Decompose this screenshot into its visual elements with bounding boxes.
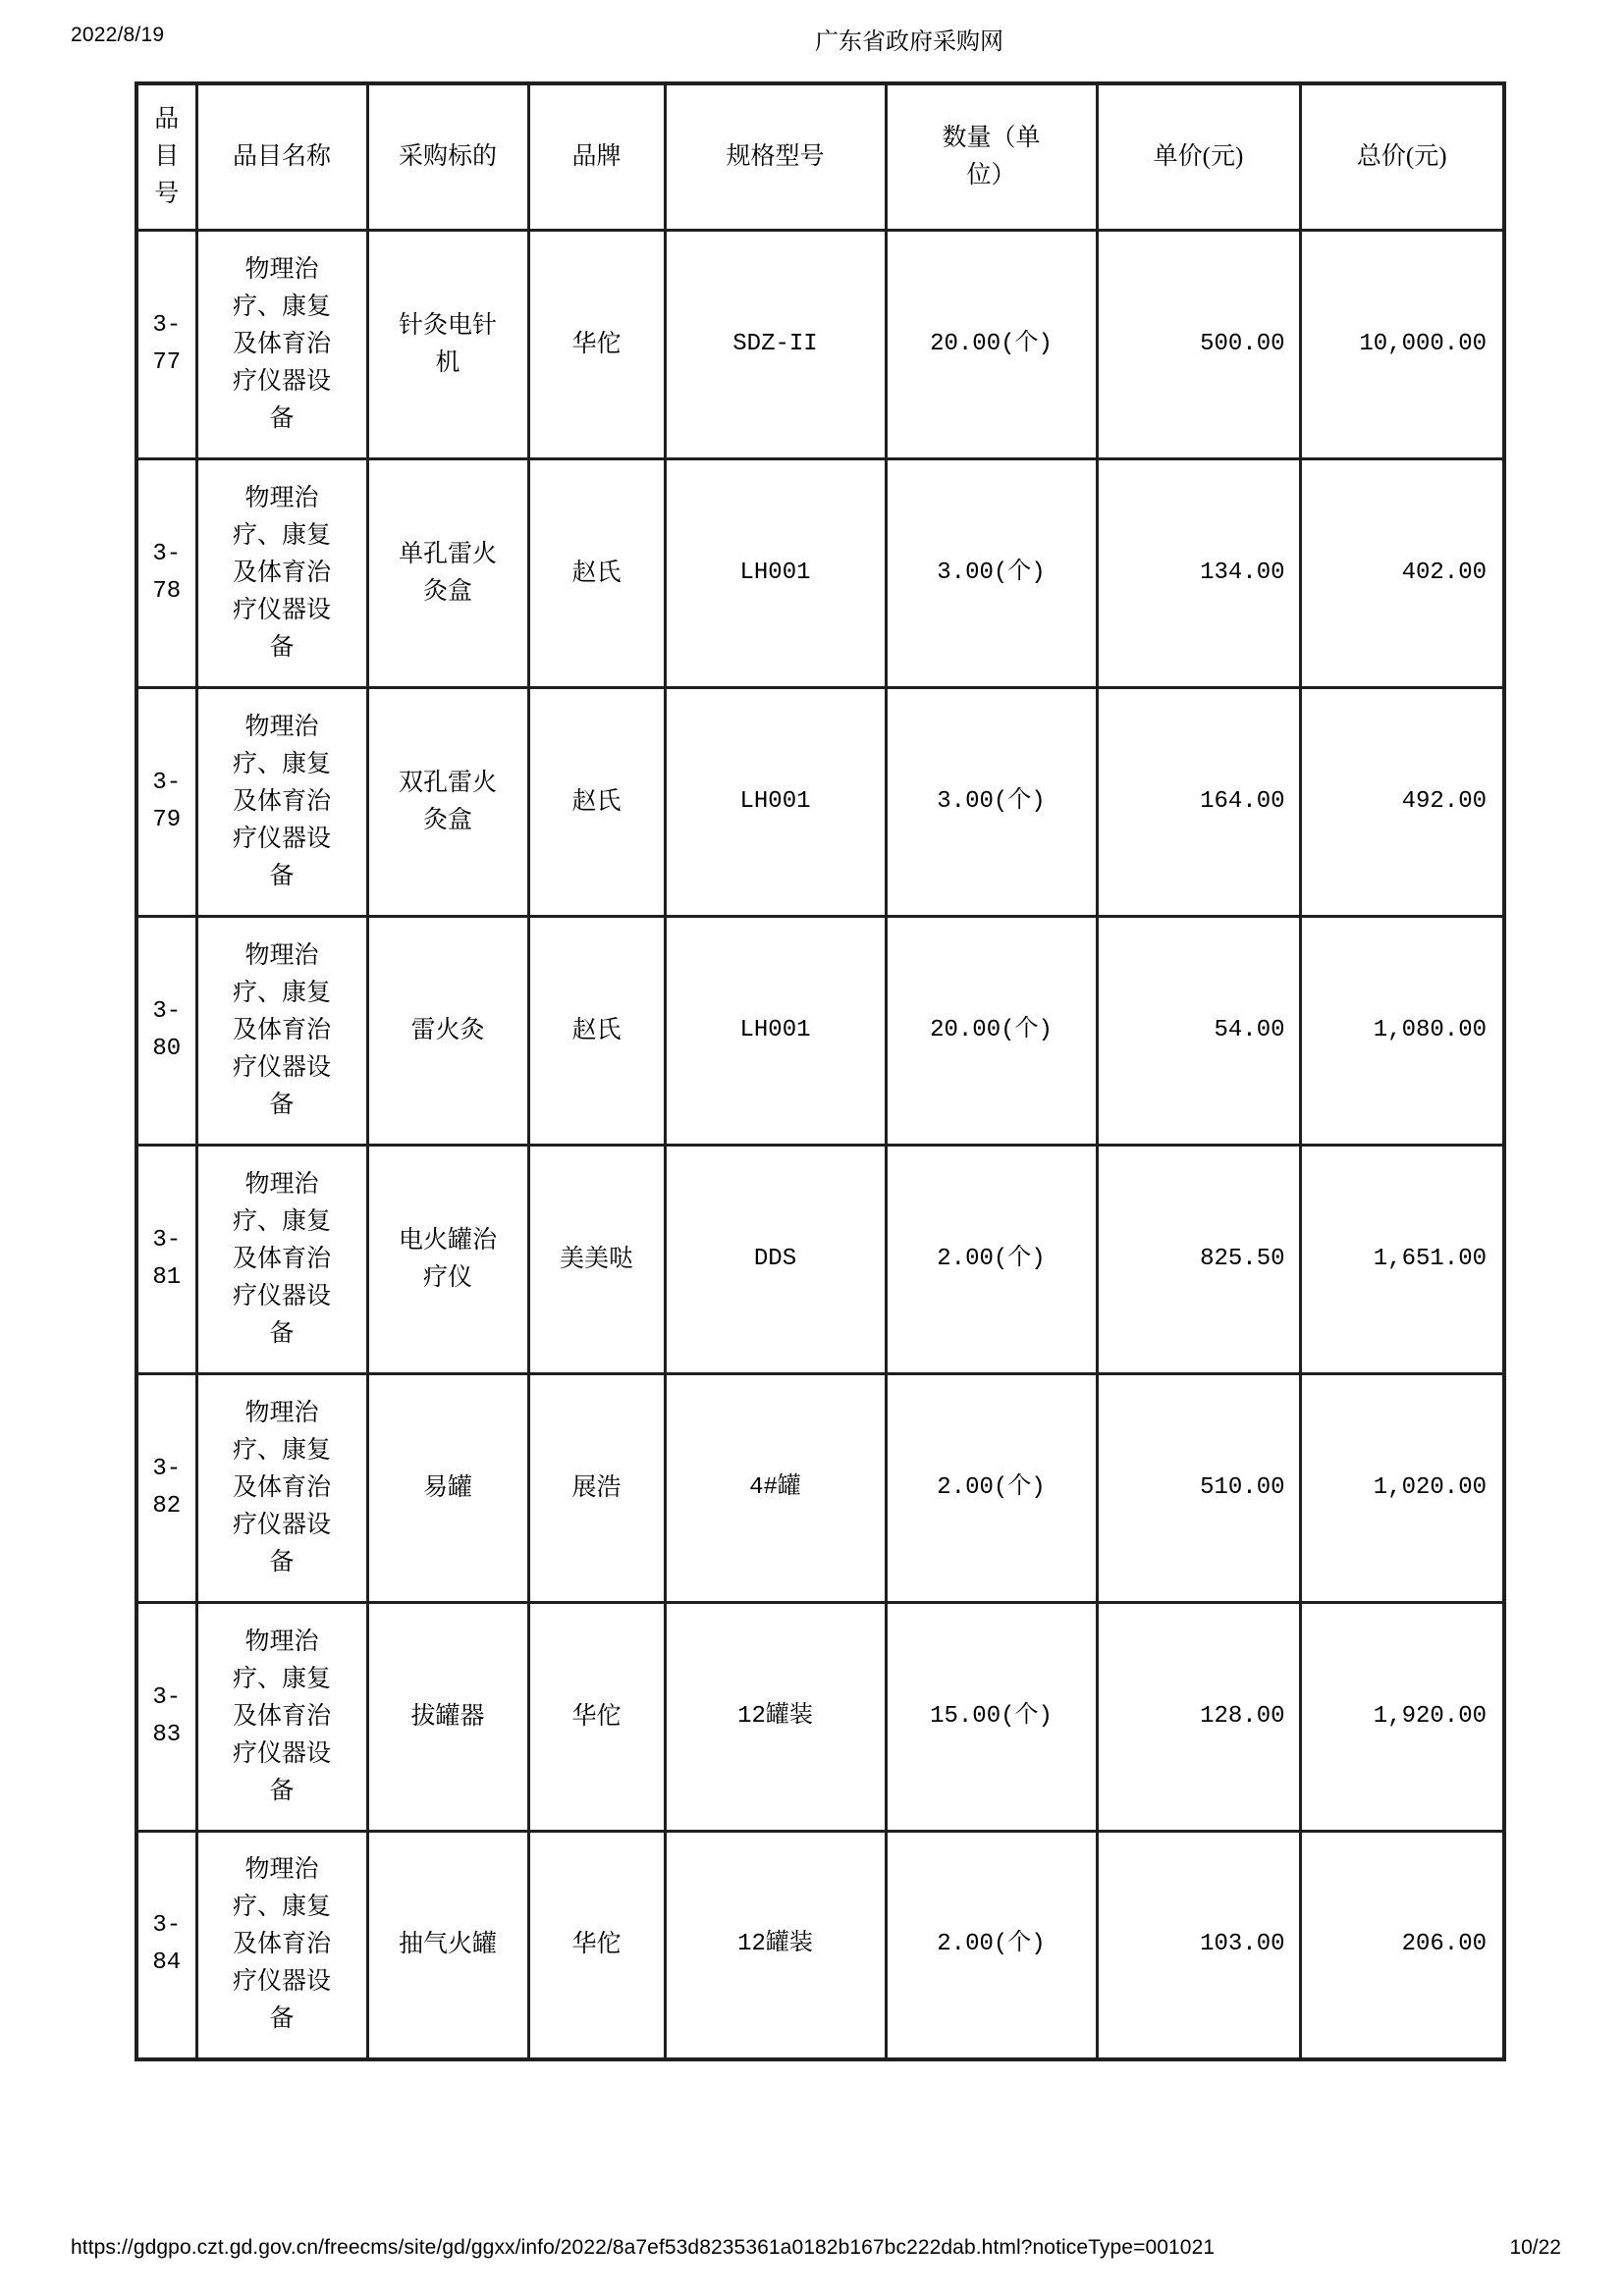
cell-model: DDS xyxy=(665,1145,886,1373)
cell-model: 4#罐 xyxy=(665,1373,886,1602)
table-row xyxy=(136,458,1504,687)
cell-procurement-target: 拔罐器 xyxy=(367,1602,528,1831)
cell-total-price: 1,920.00 xyxy=(1300,1602,1504,1831)
col-header-label: 品目名称 xyxy=(232,142,331,170)
cell-procurement-target: 单孔雷火灸盒 xyxy=(367,458,528,687)
cell-procurement-target: 双孔雷火灸盒 xyxy=(367,687,528,916)
cell-total-price: 1,651.00 xyxy=(1300,1145,1504,1373)
cell-item-no: 3-80 xyxy=(136,916,196,1145)
col-header-model xyxy=(665,83,886,230)
cell-quantity: 20.00(个) xyxy=(886,230,1097,458)
col-header-unit-price xyxy=(1097,83,1300,230)
col-header-item-name xyxy=(196,83,367,230)
cell-procurement-target: 抽气火罐 xyxy=(367,1831,528,2059)
cell-quantity: 2.00(个) xyxy=(886,1831,1097,2059)
cell-item-name: 物理治疗、康复及体育治疗仪器设备 xyxy=(196,916,367,1145)
table-header-row xyxy=(136,83,1504,230)
cell-unit-price: 128.00 xyxy=(1097,1602,1300,1831)
col-header-label: 品牌 xyxy=(571,142,622,170)
table-header xyxy=(136,83,1504,230)
col-header-quantity-unit xyxy=(886,83,1097,230)
col-header-procurement-target xyxy=(367,83,528,230)
cell-item-no: 3-84 xyxy=(136,1831,196,2059)
cell-item-no: 3-83 xyxy=(136,1602,196,1831)
cell-total-price: 492.00 xyxy=(1300,687,1504,916)
cell-total-price: 1,020.00 xyxy=(1300,1373,1504,1602)
table-row xyxy=(136,1602,1504,1831)
cell-item-no: 3-77 xyxy=(136,230,196,458)
cell-item-no: 3-78 xyxy=(136,458,196,687)
col-header-label: 总价(元) xyxy=(1356,142,1447,170)
footer-url: https://gdgpo.czt.gd.gov.cn/freecms/site/gd/ggxx/info/2022/8a7ef53d8235361a0182b167bc222dab.html?noticeType=001021 xyxy=(71,2236,1216,2259)
cell-unit-price: 164.00 xyxy=(1097,687,1300,916)
table-row xyxy=(136,1145,1504,1373)
cell-total-price: 10,000.00 xyxy=(1300,230,1504,458)
cell-total-price: 206.00 xyxy=(1300,1831,1504,2059)
cell-quantity: 2.00(个) xyxy=(886,1373,1097,1602)
cell-item-no: 3-81 xyxy=(136,1145,196,1373)
cell-quantity: 20.00(个) xyxy=(886,916,1097,1145)
col-header-label: 单价(元) xyxy=(1153,142,1244,170)
cell-item-no: 3-82 xyxy=(136,1373,196,1602)
site-title: 广东省政府采购网 xyxy=(815,28,1003,55)
col-header-label: 采购标的 xyxy=(398,142,497,170)
cell-brand: 华佗 xyxy=(528,230,665,458)
table-row xyxy=(136,687,1504,916)
cell-total-price: 402.00 xyxy=(1300,458,1504,687)
cell-unit-price: 54.00 xyxy=(1097,916,1300,1145)
cell-procurement-target: 电火罐治疗仪 xyxy=(367,1145,528,1373)
cell-model: SDZ-II xyxy=(665,230,886,458)
cell-unit-price: 825.50 xyxy=(1097,1145,1300,1373)
cell-item-name: 物理治疗、康复及体育治疗仪器设备 xyxy=(196,458,367,687)
cell-brand: 赵氏 xyxy=(528,458,665,687)
cell-procurement-target: 针灸电针机 xyxy=(367,230,528,458)
table-row xyxy=(136,916,1504,1145)
cell-brand: 赵氏 xyxy=(528,916,665,1145)
cell-quantity: 2.00(个) xyxy=(886,1145,1097,1373)
cell-procurement-target: 雷火灸 xyxy=(367,916,528,1145)
cell-brand: 美美哒 xyxy=(528,1145,665,1373)
cell-unit-price: 103.00 xyxy=(1097,1831,1300,2059)
table-row xyxy=(136,230,1504,458)
col-header-item-no xyxy=(136,83,196,230)
cell-item-no: 3-79 xyxy=(136,687,196,916)
cell-model: LH001 xyxy=(665,687,886,916)
cell-unit-price: 500.00 xyxy=(1097,230,1300,458)
col-header-brand xyxy=(528,83,665,230)
cell-item-name: 物理治疗、康复及体育治疗仪器设备 xyxy=(196,1373,367,1602)
cell-brand: 华佗 xyxy=(528,1831,665,2059)
cell-model: 12罐装 xyxy=(665,1831,886,2059)
print-date: 2022/8/19 xyxy=(71,24,165,46)
table-row xyxy=(136,1831,1504,2059)
cell-model: LH001 xyxy=(665,916,886,1145)
cell-model: LH001 xyxy=(665,458,886,687)
cell-quantity: 3.00(个) xyxy=(886,687,1097,916)
cell-item-name: 物理治疗、康复及体育治疗仪器设备 xyxy=(196,1602,367,1831)
cell-brand: 展浩 xyxy=(528,1373,665,1602)
cell-total-price: 1,080.00 xyxy=(1300,916,1504,1145)
cell-unit-price: 510.00 xyxy=(1097,1373,1300,1602)
cell-item-name: 物理治疗、康复及体育治疗仪器设备 xyxy=(196,230,367,458)
cell-brand: 赵氏 xyxy=(528,687,665,916)
cell-item-name: 物理治疗、康复及体育治疗仪器设备 xyxy=(196,687,367,916)
cell-model: 12罐装 xyxy=(665,1602,886,1831)
cell-brand: 华佗 xyxy=(528,1602,665,1831)
col-header-label: 数量（单位） xyxy=(942,124,1041,188)
col-header-total-price xyxy=(1300,83,1504,230)
table-body xyxy=(136,230,1504,2059)
cell-procurement-target: 易罐 xyxy=(367,1373,528,1602)
cell-item-name: 物理治疗、康复及体育治疗仪器设备 xyxy=(196,1145,367,1373)
page-number: 10/22 xyxy=(1509,2236,1561,2259)
procurement-items-table xyxy=(135,81,1506,2061)
col-header-label: 规格型号 xyxy=(726,142,825,170)
col-header-label: 品目号 xyxy=(154,105,180,207)
table-row xyxy=(136,1373,1504,1602)
cell-quantity: 15.00(个) xyxy=(886,1602,1097,1831)
cell-unit-price: 134.00 xyxy=(1097,458,1300,687)
cell-item-name: 物理治疗、康复及体育治疗仪器设备 xyxy=(196,1831,367,2059)
cell-quantity: 3.00(个) xyxy=(886,458,1097,687)
